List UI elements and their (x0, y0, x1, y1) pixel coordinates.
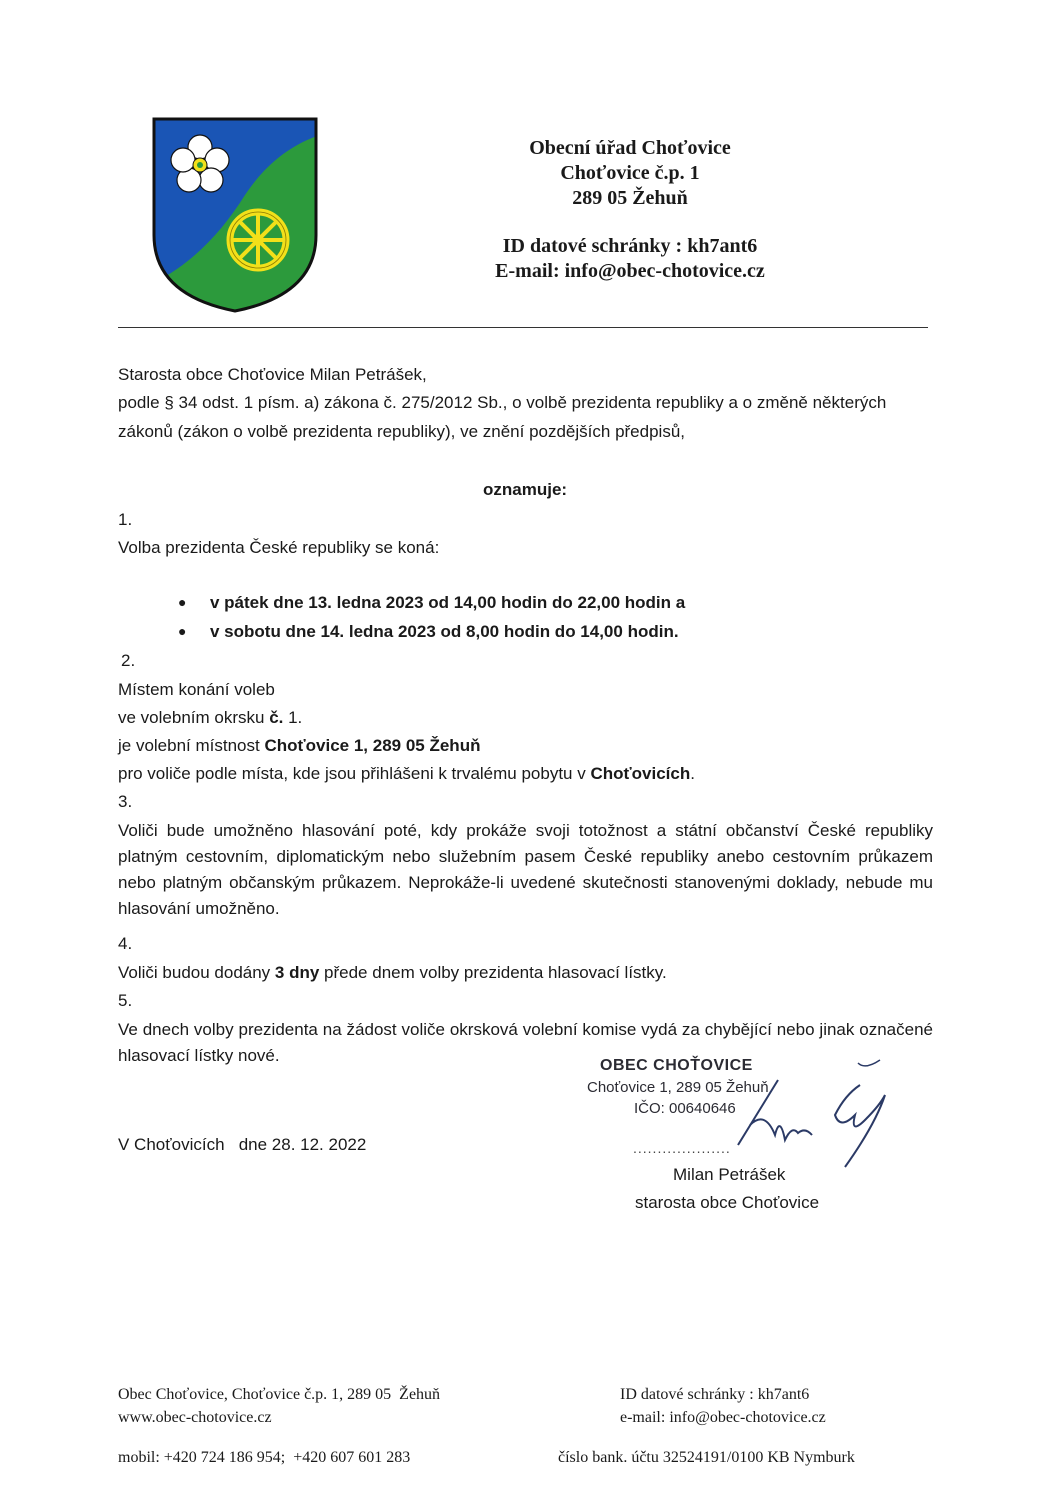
footer-email: e-mail: info@obec-chotovice.cz (620, 1409, 826, 1426)
bullet-icon: ● (178, 623, 187, 639)
office-address: Choťovice č.p. 1 (560, 162, 700, 184)
stamp-ico: IČO: 00640646 (634, 1100, 736, 1117)
section-5-number: 5. (118, 991, 133, 1010)
intro-line-3: zákonů (zákon o volbě prezidenta republiky), ve znění pozdějších předpisů, (118, 422, 686, 441)
coat-of-arms-logo (150, 115, 320, 315)
footer-databox: ID datové schránky : kh7ant6 (620, 1386, 810, 1403)
signatory-name: Milan Petrášek (673, 1165, 786, 1184)
section-2-line-3: je volební místnost Choťovice 1, 289 05 Žehuň (118, 736, 481, 755)
section-1-number: 1. (118, 510, 133, 529)
election-date-2: v sobotu dne 14. ledna 2023 od 8,00 hodin do 14,00 hodin. (210, 622, 679, 641)
section-1-text: Volba prezidenta České republiky se koná: (118, 538, 440, 557)
signature-icon (730, 1055, 900, 1175)
bullet-icon: ● (178, 594, 187, 610)
stamp-address: Choťovice 1, 289 05 Žehuň (587, 1079, 769, 1096)
section-4-number: 4. (118, 934, 133, 953)
intro-line-1: Starosta obce Choťovice Milan Petrášek, (118, 365, 427, 384)
place-and-date: V Choťovicích dne 28. 12. 2022 (118, 1135, 367, 1154)
announces-heading: oznamuje: (483, 480, 568, 499)
signatory-role: starosta obce Choťovice (635, 1193, 820, 1212)
section-4-text: Voliči budou dodány 3 dny přede dnem volby prezidenta hlasovací lístky. (118, 963, 667, 982)
wheel-icon (230, 212, 286, 268)
office-email: E-mail: info@obec-chotovice.cz (495, 260, 765, 282)
footer-phones: mobil: +420 724 186 954; +420 607 601 283 (118, 1449, 411, 1466)
section-2-line-1: Místem konání voleb (118, 680, 275, 699)
office-databox: ID datové schránky : kh7ant6 (502, 235, 758, 257)
footer-address: Obec Choťovice, Choťovice č.p. 1, 289 05 Žehuň (118, 1386, 441, 1403)
office-postal: 289 05 Žehuň (572, 187, 688, 209)
header-divider (118, 327, 928, 328)
footer-bank-account: číslo bank. účtu 32524191/0100 KB Nymburk (558, 1449, 855, 1466)
intro-line-2: podle § 34 odst. 1 písm. a) zákona č. 275/2012 Sb., o volbě prezidenta republiky a o změně některých (118, 393, 887, 412)
stamp-title: OBEC CHOŤOVICE (600, 1057, 753, 1074)
section-2-line-2: ve volebním okrsku č. 1. (118, 708, 303, 727)
section-3-text: Voliči bude umožněno hlasování poté, kdy prokáže svoji totožnost a státní občanství České republiky platným cestovním, diplomatickým nebo služebním pasem České republiky anebo cestovním průkazem nebo platným občanským průkazem. Neprokáže-li uvedené skutečnosti stanovenými doklady, nebude mu hlasování umožněno. (118, 821, 933, 918)
footer-website: www.obec-chotovice.cz (118, 1409, 272, 1426)
section-5-text: Ve dnech volby prezidenta na žádost voliče okrsková volební komise vydá za chybějící nebo jinak označené hlasovací lístky nové. (118, 1020, 933, 1065)
section-3-number: 3. (118, 792, 133, 811)
section-2-number: 2. (121, 651, 136, 670)
office-name: Obecní úřad Choťovice (529, 137, 731, 159)
election-date-1: v pátek dne 13. ledna 2023 od 14,00 hodin do 22,00 hodin a (210, 593, 686, 612)
section-2-line-4: pro voliče podle místa, kde jsou přihlášeni k trvalému pobytu v Choťovicích. (118, 764, 695, 783)
signature-line: .................... (633, 1140, 731, 1156)
